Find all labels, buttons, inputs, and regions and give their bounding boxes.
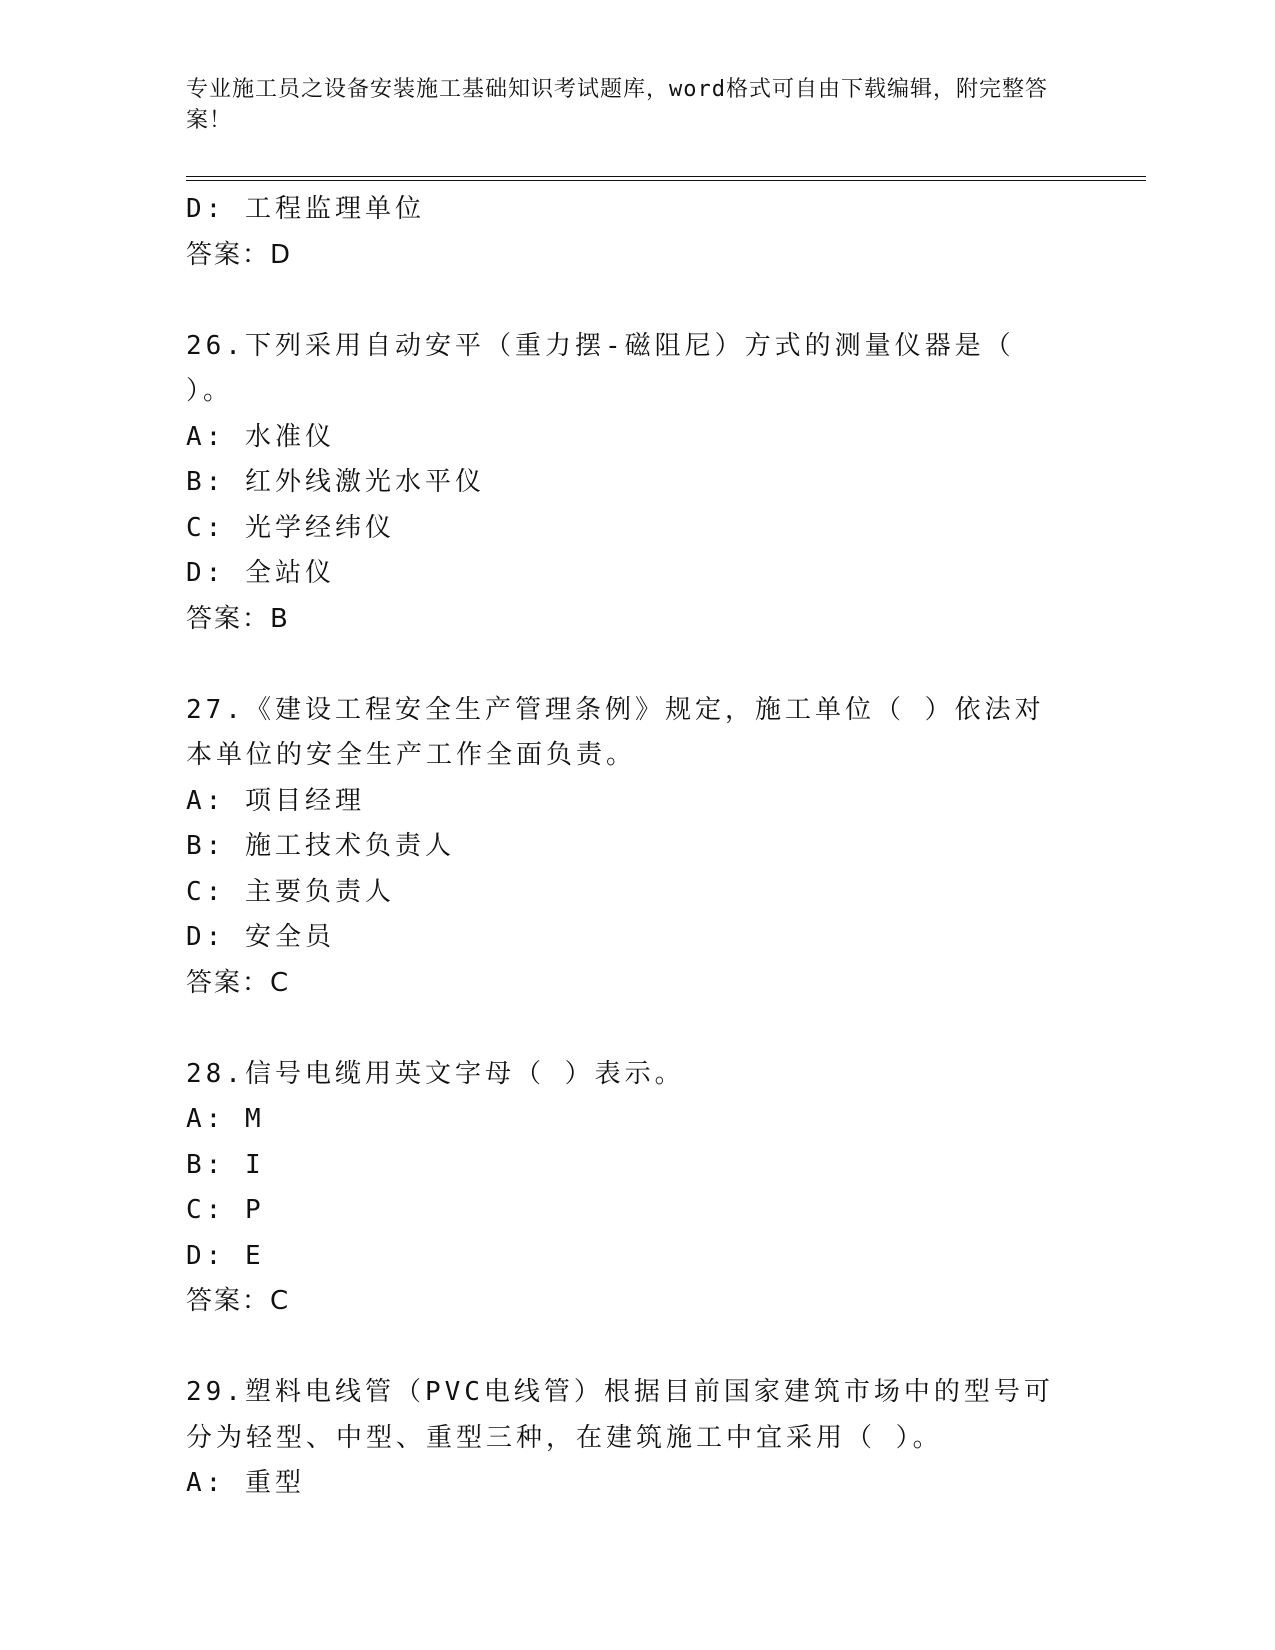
option-b: B: I — [186, 1149, 265, 1180]
option-d: D: 全站仪 — [186, 558, 335, 588]
option-a: A: 项目经理 — [186, 785, 365, 816]
question-text: 27.《建设工程安全生产管理条例》规定，施工单位（ ）依法对本单位的安全生产工作全面负责。 — [186, 694, 1045, 770]
option-d: D: 安全员 — [186, 922, 335, 952]
option-c: C: 光学经纬仪 — [186, 512, 395, 543]
option-d: D: E — [186, 1240, 265, 1271]
answer: 答案：B — [186, 603, 290, 634]
question-text: 26.下列采用自动安平（重力摆-磁阻尼）方式的测量仪器是（ ）。 — [186, 330, 1015, 406]
answer: 答案：C — [186, 1286, 291, 1316]
prev-option-d: D: 工程监理单位 — [186, 194, 425, 224]
option-a: A: 重型 — [186, 1468, 305, 1498]
question-list — [186, 187, 1146, 1507]
page-header: 专业施工员之设备安装施工基础知识考试题库，word格式可自由下载编辑，附完整答案！ — [186, 77, 1048, 133]
question-26 — [186, 324, 1146, 643]
answer: 答案：C — [186, 967, 291, 998]
option-b: B: 红外线激光水平仪 — [186, 467, 485, 497]
question-text: 29.塑料电线管（PVC电线管）根据目前国家建筑市场中的型号可分为轻型、中型、重型三种，在建筑施工中宜采用（ ）。 — [186, 1377, 1054, 1453]
question-28 — [186, 1052, 1146, 1325]
question-27 — [186, 688, 1146, 1007]
header-divider — [186, 176, 1146, 181]
prev-answer: 答案：D — [186, 239, 293, 270]
option-c: C: 主要负责人 — [186, 876, 395, 907]
question-text: 28.信号电缆用英文字母（ ）表示。 — [186, 1058, 685, 1089]
question-29 — [186, 1370, 1146, 1507]
option-a: A: M — [186, 1104, 265, 1134]
option-c: C: P — [186, 1195, 265, 1225]
option-a: A: 水准仪 — [186, 421, 335, 452]
option-b: B: 施工技术负责人 — [186, 831, 455, 861]
